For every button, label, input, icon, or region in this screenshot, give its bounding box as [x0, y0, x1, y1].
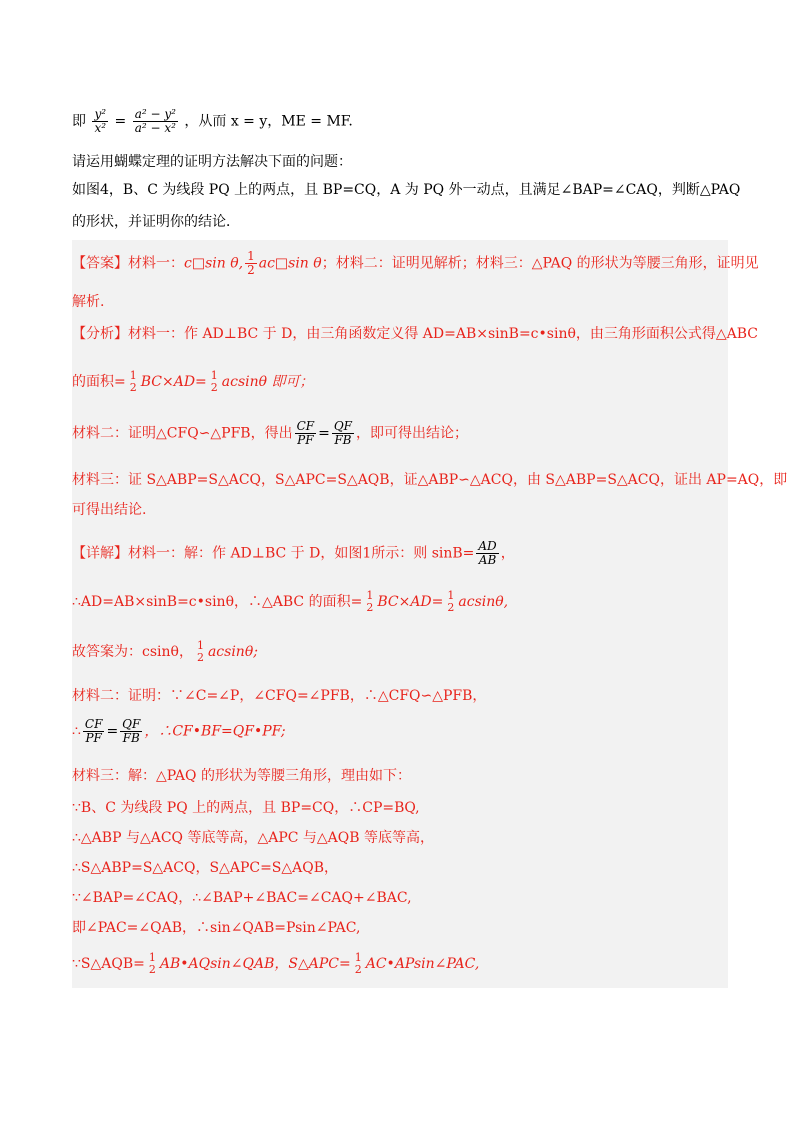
text: acsinθ 即可；	[221, 374, 314, 390]
detail-line-12	[72, 952, 479, 976]
denominator: 2	[366, 601, 374, 614]
analysis-line-5: 可得出结论.	[72, 502, 147, 518]
answer-line-1	[72, 250, 759, 277]
detail-line-3	[72, 640, 258, 664]
denominator: PF	[85, 731, 102, 745]
denominator: 2	[148, 963, 156, 976]
text: ；材料二：证明见解析；材料三：△PAQ 的形状为等腰三角形，证明见	[321, 255, 759, 272]
numerator: 1	[196, 639, 204, 652]
numerator: QF	[333, 419, 353, 433]
text: 材料一：	[128, 255, 184, 272]
intro-line-3: 如图4，B、C 为线段 PQ 上的两点，且 BP=CQ，A 为 PQ 外一动点，且满足∠BAP=∠CAQ，判断△PAQ	[72, 182, 741, 198]
fraction	[476, 540, 498, 567]
detail-line-7: ∵B、C 为线段 PQ 上的两点，且 BP=CQ，∴CP=BQ,	[72, 800, 420, 816]
fraction-half	[195, 640, 206, 664]
fraction	[92, 108, 108, 135]
numerator: 1	[447, 589, 455, 602]
denominator: x²	[94, 121, 107, 135]
denominator: 2	[447, 601, 455, 614]
numerator: QF	[122, 717, 141, 731]
text: BC×AD=	[377, 594, 444, 610]
text: ∴AD=AB×sinB=c•sinθ，∴△ABC 的面积=	[72, 594, 363, 610]
text: c□sin θ,	[184, 255, 244, 272]
fraction-half	[245, 250, 257, 277]
numerator: y²	[94, 107, 107, 121]
fraction	[332, 420, 354, 447]
text: 材料二：证明△CFQ∽△PFB，得出	[72, 425, 293, 442]
fraction-half	[147, 952, 158, 976]
text: 的面积=	[72, 374, 126, 390]
fraction	[133, 108, 178, 135]
intro-line-4: 的形状，并证明你的结论．	[72, 214, 240, 230]
detail-line-2	[72, 590, 508, 614]
denominator: AB	[478, 553, 497, 567]
text: acsinθ;	[207, 644, 258, 660]
intro-line-1	[72, 108, 353, 135]
analysis-line-1	[72, 324, 758, 344]
fraction	[83, 718, 105, 745]
detail-line-1	[72, 540, 515, 567]
denominator: 2	[196, 651, 204, 664]
fraction-half	[128, 370, 139, 394]
fraction-half	[445, 590, 456, 614]
numerator: a² − y²	[134, 107, 176, 121]
text: ，∴CF•BF=QF•PF;	[144, 723, 286, 740]
text: ac□sin θ	[258, 255, 322, 272]
numerator: 1	[148, 951, 156, 964]
answer-line-2: 解析.	[72, 294, 105, 310]
answer-label: 【答案】	[72, 255, 128, 272]
fraction-half	[209, 370, 220, 394]
detail-label: 【详解】	[72, 545, 128, 562]
detail-line-9: ∴S△ABP=S△ACQ，S△APC=S△AQB，	[72, 860, 339, 876]
numerator: 1	[366, 589, 374, 602]
text: 材料一：解：作 AD⊥BC 于 D，如图1所示：则 sinB=	[128, 545, 475, 562]
detail-line-10: ∵∠BAP=∠CAQ，∴∠BAP+∠BAC=∠CAQ+∠BAC,	[72, 890, 412, 906]
numerator: CF	[84, 717, 103, 731]
fraction-half	[364, 590, 375, 614]
analysis-line-3	[72, 420, 468, 447]
equals: =	[114, 113, 127, 130]
equals: =	[106, 723, 119, 740]
analysis-line-2	[72, 370, 314, 394]
numerator: 1	[247, 249, 255, 263]
text: ，即可得出结论；	[356, 425, 469, 442]
numerator: 1	[129, 369, 137, 382]
text: 故答案为：csinθ，	[72, 644, 193, 660]
denominator: 2	[247, 263, 255, 277]
text: ，从而 x = y，ME = MF.	[184, 113, 353, 130]
detail-line-5	[72, 718, 286, 745]
denominator: 2	[354, 963, 362, 976]
text: AC•APsin∠PAC,	[365, 956, 480, 972]
text: ∵S△AQB=	[72, 956, 145, 972]
text: BC×AD=	[140, 374, 207, 390]
analysis-label: 【分析】	[72, 326, 128, 342]
detail-line-11: 即∠PAC=∠QAB，∴sin∠QAB=Psin∠PAC,	[72, 920, 361, 936]
fraction	[295, 420, 317, 447]
fraction	[120, 718, 142, 745]
text: ，	[500, 545, 515, 562]
numerator: AD	[478, 539, 497, 553]
fraction-half	[353, 952, 364, 976]
text: AB•AQsin∠QAB，S△APC=	[159, 956, 351, 972]
denominator: PF	[297, 433, 314, 447]
denominator: a² − x²	[134, 121, 176, 135]
detail-line-8: ∴△ABP 与△ACQ 等底等高，△APC 与△AQB 等底等高，	[72, 830, 435, 846]
numerator: CF	[296, 419, 315, 433]
text: 材料一：作 AD⊥BC 于 D，由三角函数定义得 AD=AB×sinB=c•sinθ，由三角形面积公式得△ABC	[128, 326, 759, 342]
text: 即	[72, 113, 86, 130]
numerator: 1	[354, 951, 362, 964]
denominator: 2	[129, 381, 137, 394]
denominator: 2	[210, 381, 218, 394]
analysis-line-4: 材料三：证 S△ABP=S△ACQ，S△APC=S△AQB，证△ABP∽△ACQ，由 S△ABP=S△ACQ，证出 AP=AQ，即	[72, 472, 788, 488]
text: acsinθ,	[458, 594, 509, 610]
text: ∴	[72, 723, 81, 740]
detail-line-6: 材料三：解：△PAQ 的形状为等腰三角形，理由如下：	[72, 768, 411, 784]
denominator: FB	[122, 731, 140, 745]
equals: =	[318, 425, 330, 442]
denominator: FB	[334, 433, 352, 447]
detail-line-4: 材料二：证明：∵∠C=∠P，∠CFQ=∠PFB，∴△CFQ∽△PFB，	[72, 688, 487, 704]
numerator: 1	[210, 369, 218, 382]
intro-line-2: 请运用蝴蝶定理的证明方法解决下面的问题：	[72, 154, 352, 170]
